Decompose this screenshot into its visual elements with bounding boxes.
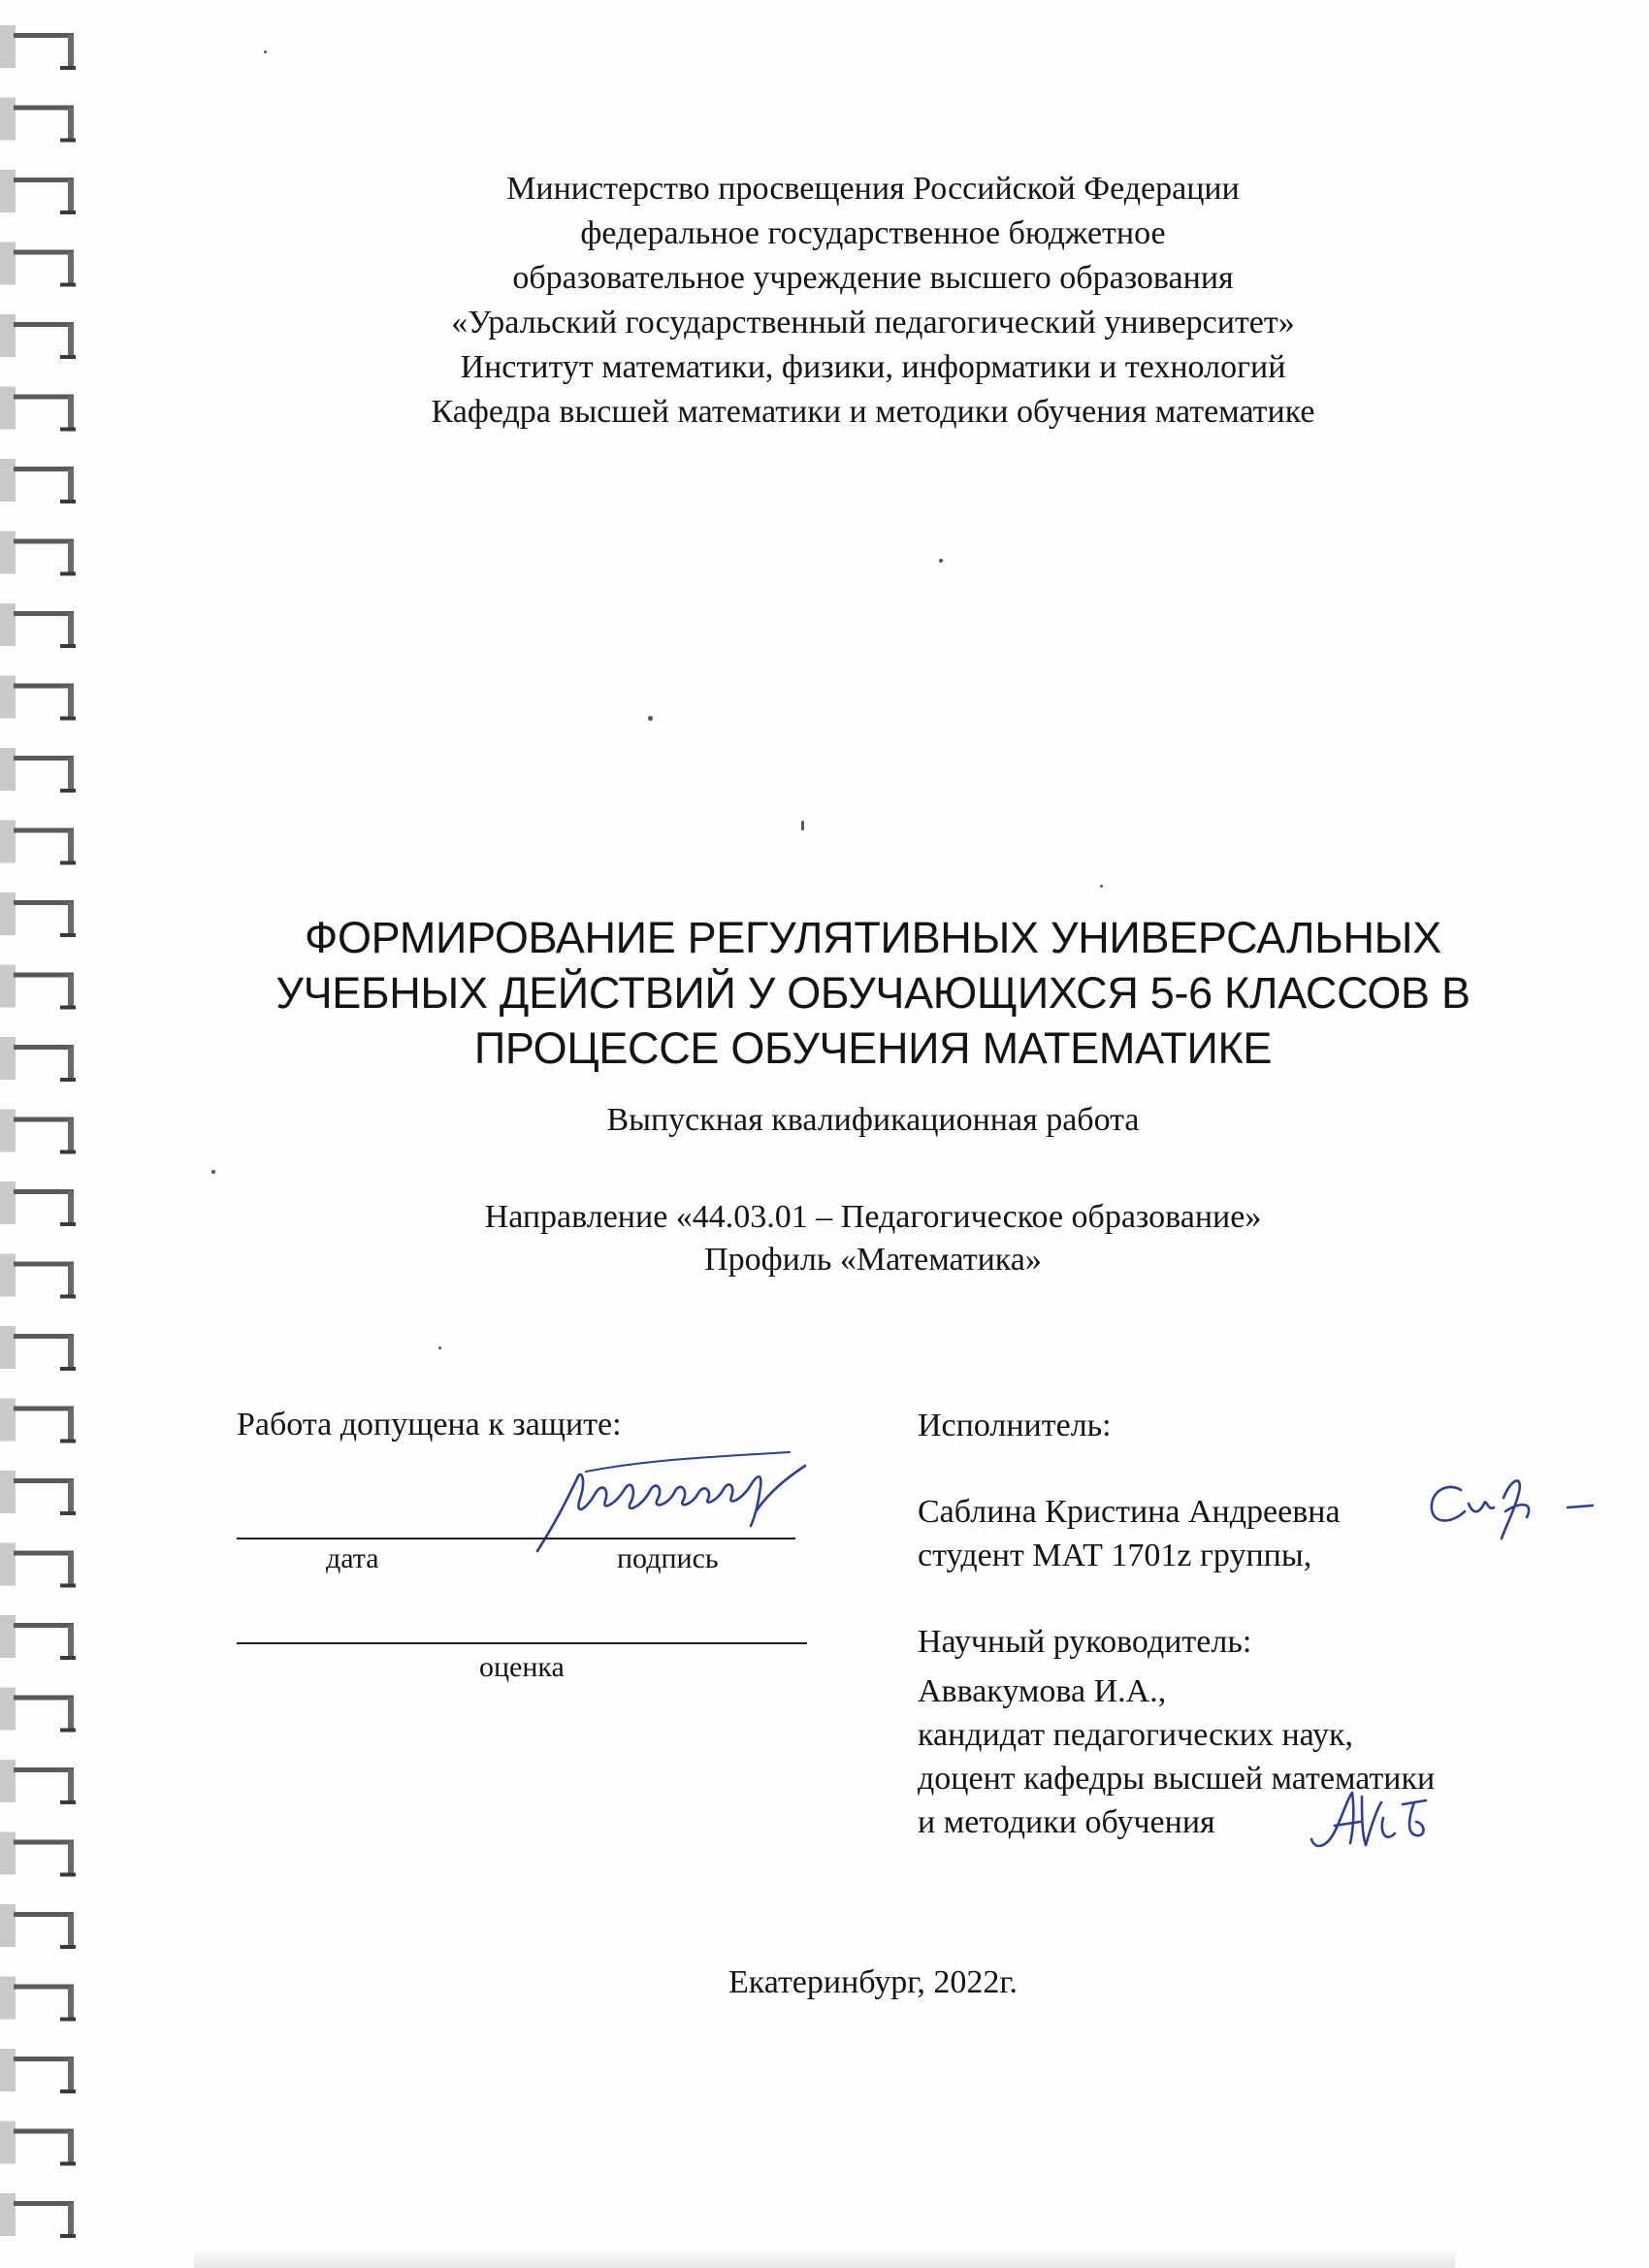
binding-ring (0, 2049, 76, 2093)
binding-ring (0, 25, 76, 70)
binding-ring (0, 1760, 76, 1804)
binding-ring (0, 1254, 76, 1299)
header-line-type: федеральное государственное бюджетное (580, 215, 1166, 251)
binding-ring (0, 821, 76, 865)
performer-label: Исполнитель: (918, 1408, 1112, 1443)
scan-speck (648, 716, 653, 721)
title-line-3: ПРОЦЕССЕ ОБУЧЕНИЯ МАТЕМАТИКЕ (473, 1023, 1273, 1073)
binding-ring (0, 965, 76, 1010)
binding-ring (0, 1615, 76, 1660)
binding-ring (0, 459, 76, 503)
date-label: дата (326, 1542, 379, 1574)
authors-block (918, 1404, 1616, 1844)
scan-speck (211, 1170, 215, 1174)
supervisor-position-2: и методики обучения (918, 1804, 1215, 1840)
binding-ring (0, 1037, 76, 1082)
binding-ring (0, 1688, 76, 1733)
header-line-university: «Уральский государственный педагогический университет» (451, 305, 1295, 340)
binding-ring (0, 1543, 76, 1588)
admitted-label: Работа допущена к защите: (237, 1407, 622, 1442)
title-line-2: УЧЕБНЫХ ДЕЙСТВИЙ У ОБУЧАЮЩИХСЯ 5-6 КЛАССОВ В (275, 968, 1471, 1018)
binding-ring (0, 676, 76, 721)
institution-header (116, 167, 1630, 435)
binding-ring (0, 314, 76, 359)
binding-ring (0, 1399, 76, 1443)
supervisor-label: Научный руководитель: (918, 1624, 1252, 1660)
supervisor-position-row (918, 1800, 1616, 1844)
signature-label: подпись (617, 1542, 719, 1574)
scan-bottom-edge (194, 2249, 1455, 2268)
binding-ring (0, 748, 76, 793)
supervisor-degree: кандидат педагогических наук, (918, 1717, 1354, 1753)
binding-rings (0, 0, 97, 2268)
binding-ring (0, 1182, 76, 1226)
binding-ring (0, 243, 76, 287)
study-direction (116, 1196, 1630, 1281)
direction-line: Направление «44.03.01 – Педагогическое образование» (484, 1199, 1262, 1235)
profile-line: Профиль «Математика» (704, 1242, 1042, 1278)
header-line-department: Кафедра высшей математики и методики обучения математике (431, 394, 1315, 430)
binding-ring (0, 1326, 76, 1371)
binding-ring (0, 1471, 76, 1515)
binding-ring (0, 1904, 76, 1949)
performer-name-row (918, 1490, 1616, 1534)
grade-line (237, 1642, 807, 1644)
binding-ring (0, 387, 76, 432)
scan-speck (939, 559, 943, 563)
scan-speck (264, 50, 267, 53)
header-line-institution: образовательное учреждение высшего образования (512, 260, 1234, 296)
supervisor-signature (1306, 1783, 1432, 1861)
performer-name: Саблина Кристина Андреевна (918, 1494, 1341, 1530)
thesis-title (116, 910, 1630, 1076)
city-year: Екатеринбург, 2022г. (728, 1964, 1018, 2000)
binding-ring (0, 532, 76, 576)
title-line-1: ФОРМИРОВАНИЕ РЕГУЛЯТИВНЫХ УНИВЕРСАЛЬНЫХ (305, 913, 1441, 962)
header-line-ministry: Министерство просвещения Российской Федерации (506, 171, 1240, 207)
binding-ring (0, 1110, 76, 1154)
binding-ring (0, 98, 76, 143)
supervisor-position-1: доцент кафедры высшей математики (918, 1761, 1436, 1797)
binding-ring (0, 2122, 76, 2166)
scan-speck (801, 821, 804, 830)
work-type: Выпускная квалификационная работа (606, 1102, 1140, 1138)
supervisor-name: Аввакумова И.А., (918, 1673, 1167, 1709)
scan-speck (1100, 885, 1103, 888)
header-line-institute: Институт математики, физики, информатики и технологий (460, 349, 1286, 385)
performer-group: студент МАТ 1701z группы, (918, 1538, 1312, 1573)
grade-label: оценка (479, 1651, 565, 1683)
binding-ring (0, 170, 76, 214)
spiral-binding (0, 0, 97, 2268)
binding-ring (0, 2193, 76, 2238)
binding-ring (0, 1977, 76, 2022)
scan-speck (438, 1346, 441, 1349)
binding-ring (0, 892, 76, 937)
binding-ring (0, 1832, 76, 1877)
binding-ring (0, 603, 76, 648)
